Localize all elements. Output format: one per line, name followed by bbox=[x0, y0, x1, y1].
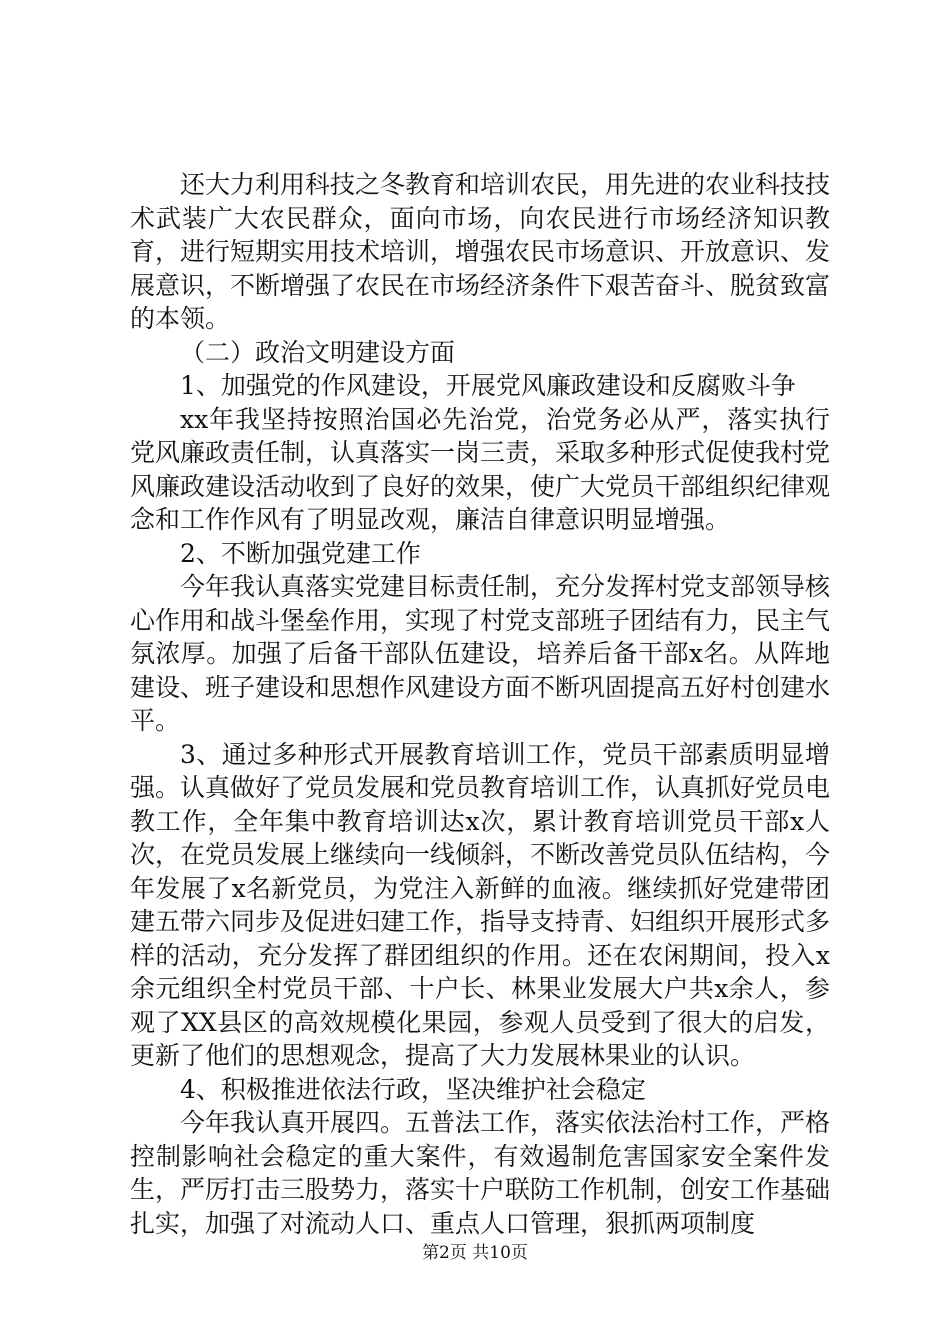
paragraph-party-building: 今年我认真落实党建目标责任制，充分发挥村党支部领导核心作用和战斗堡垒作用，实现了村党支部班子团结有力，民主气氛浓厚。加强了后备干部队伍建设，培养后备干部x名。从阵地建设、班子建设和思想作风建设方面不断巩固提高五好村创建水平。 bbox=[130, 572, 831, 735]
paragraph-rule-of-law: 今年我认真开展四。五普法工作，落实依法治村工作，严格控制影响社会稳定的重大案件，有效遏制危害国家安全案件发生，严厉打击三股势力，落实十户联防工作机制，创安工作基础扎实，加强了对流动人口、重点人口管理，狠抓两项制度 bbox=[130, 1108, 831, 1238]
subheading-party-style: 1、加强党的作风建设，开展党风廉政建设和反腐败斗争 bbox=[180, 371, 796, 400]
subheading-party-building: 2、不断加强党建工作 bbox=[180, 538, 421, 568]
subheading-rule-of-law: 4、积极推进依法行政，坚决维护社会稳定 bbox=[180, 1074, 646, 1104]
paragraph-training-farmers: 还大力利用科技之冬教育和培训农民，用先进的农业科技技术武装广大农民群众，面向市场，向农民进行市场经济知识教育，进行短期实用技术培训，增强农民市场意识、开放意识、发展意识，不断增强了农民在市场经济条件下艰苦奋斗、脱贫致富的本领。 bbox=[130, 170, 831, 333]
page-number-footer: 第2页 共10页 bbox=[422, 1243, 528, 1263]
document-body bbox=[130, 168, 830, 1240]
section-heading-political: （二）政治文明建设方面 bbox=[180, 337, 456, 367]
paragraph-party-style: xx年我坚持按照治国必先治党，治党务必从严，落实执行党风廉政责任制，认真落实一岗三责，采取多种形式促使我村党风廉政建设活动收到了良好的效果，使广大党员干部组织纪律观念和工作作风有了明显改观，廉洁自律意识明显增强。 bbox=[130, 404, 831, 534]
paragraph-education-training: 3、通过多种形式开展教育培训工作，党员干部素质明显增强。认真做好了党员发展和党员教育培训工作，认真抓好党员电教工作，全年集中教育培训达x次，累计教育培训党员干部x人次，在党员发展上继续向一线倾斜，不断改善党员队伍结构，今年发展了x名新党员，为党注入新鲜的血液。继续抓好党建带团建五带六同步及促进妇建工作，指导支持青、妇组织开展形式多样的活动，充分发挥了群团组织的作用。还在农闲期间，投入x余元组织全村党员干部、十户长、林果业发展大户共x余人，参观了XX县区的高效规模化果园，参观人员受到了很大的启发，更新了他们的思想观念，提高了大力发展林果业的认识。 bbox=[130, 739, 831, 1070]
